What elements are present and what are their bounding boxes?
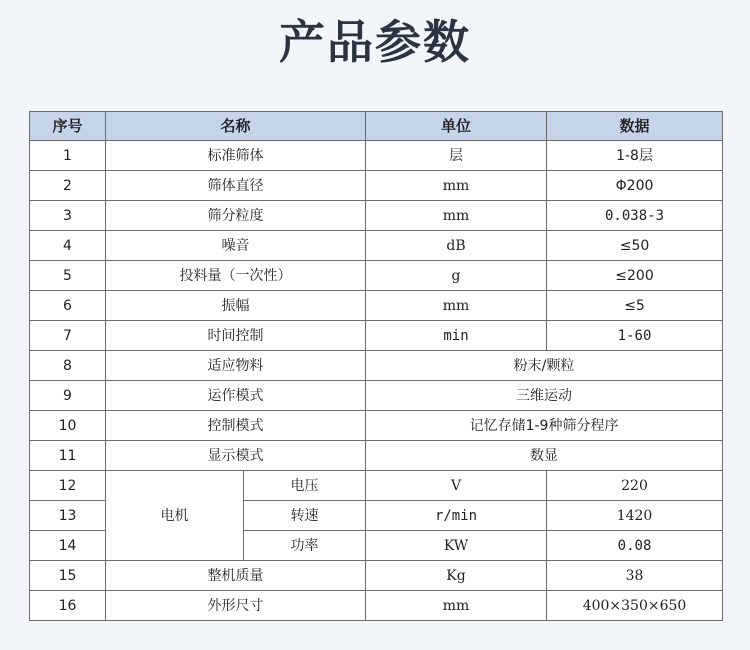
header-unit: 单位 [366, 112, 547, 141]
row-name: 振幅 [106, 291, 366, 321]
row-name: 适应物料 [106, 351, 366, 381]
row-unit: mm [366, 201, 547, 231]
row-name: 筛体直径 [106, 171, 366, 201]
table-row [30, 441, 723, 471]
row-unit: Kg [366, 561, 547, 591]
row-index: 4 [30, 231, 106, 261]
row-value: 38 [547, 561, 723, 591]
row-unit: min [366, 321, 547, 351]
header-index: 序号 [30, 112, 106, 141]
row-index: 10 [30, 411, 106, 441]
row-unit: mm [366, 291, 547, 321]
table-row [30, 561, 723, 591]
row-index: 8 [30, 351, 106, 381]
row-unit: g [366, 261, 547, 291]
row-value: ≤5 [547, 291, 723, 321]
row-index: 11 [30, 441, 106, 471]
row-value: 0.038-3 [547, 201, 723, 231]
row-name: 时间控制 [106, 321, 366, 351]
table-row [30, 381, 723, 411]
row-name: 筛分粒度 [106, 201, 366, 231]
row-name: 整机质量 [106, 561, 366, 591]
header-row [30, 112, 723, 141]
row-value: 0.08 [547, 531, 723, 561]
header-value: 数据 [547, 112, 723, 141]
row-name: 噪音 [106, 231, 366, 261]
row-name: 外形尺寸 [106, 591, 366, 621]
row-unit: dB [366, 231, 547, 261]
row-name: 投料量（一次性） [106, 261, 366, 291]
row-index: 12 [30, 471, 106, 501]
table-row [30, 141, 723, 171]
table-row [30, 591, 723, 621]
motor-group-label: 电机 [106, 471, 244, 561]
row-index: 13 [30, 501, 106, 531]
table-row [30, 411, 723, 441]
row-index: 9 [30, 381, 106, 411]
row-value: Φ200 [547, 171, 723, 201]
row-index: 1 [30, 141, 106, 171]
table-row [30, 321, 723, 351]
table-row [30, 291, 723, 321]
row-value: 400×350×650 [547, 591, 723, 621]
row-subname: 电压 [244, 471, 366, 501]
header-name: 名称 [106, 112, 366, 141]
row-unit: KW [366, 531, 547, 561]
row-value: ≤50 [547, 231, 723, 261]
row-subname: 转速 [244, 501, 366, 531]
row-name: 标准筛体 [106, 141, 366, 171]
row-name: 控制模式 [106, 411, 366, 441]
row-unit: r/min [366, 501, 547, 531]
row-name: 显示模式 [106, 441, 366, 471]
row-merged-value: 三维运动 [366, 381, 723, 411]
table-row [30, 351, 723, 381]
row-merged-value: 粉末/颗粒 [366, 351, 723, 381]
table-row [30, 201, 723, 231]
row-index: 7 [30, 321, 106, 351]
page-title: 产品参数 [279, 15, 471, 69]
row-index: 15 [30, 561, 106, 591]
row-value: 220 [547, 471, 723, 501]
table-row [30, 261, 723, 291]
row-index: 5 [30, 261, 106, 291]
row-name: 运作模式 [106, 381, 366, 411]
row-unit: mm [366, 171, 547, 201]
row-index: 14 [30, 531, 106, 561]
spec-table [29, 111, 723, 621]
row-merged-value: 数显 [366, 441, 723, 471]
row-unit: mm [366, 591, 547, 621]
row-index: 3 [30, 201, 106, 231]
row-value: ≤200 [547, 261, 723, 291]
row-subname: 功率 [244, 531, 366, 561]
row-value: 1420 [547, 501, 723, 531]
table-row [30, 171, 723, 201]
row-index: 2 [30, 171, 106, 201]
row-unit: 层 [366, 141, 547, 171]
row-unit: V [366, 471, 547, 501]
row-index: 16 [30, 591, 106, 621]
row-value: 1-8层 [547, 141, 723, 171]
row-value: 1-60 [547, 321, 723, 351]
table-row [30, 471, 723, 501]
row-index: 6 [30, 291, 106, 321]
table-row [30, 231, 723, 261]
row-merged-value: 记忆存储1-9种筛分程序 [366, 411, 723, 441]
